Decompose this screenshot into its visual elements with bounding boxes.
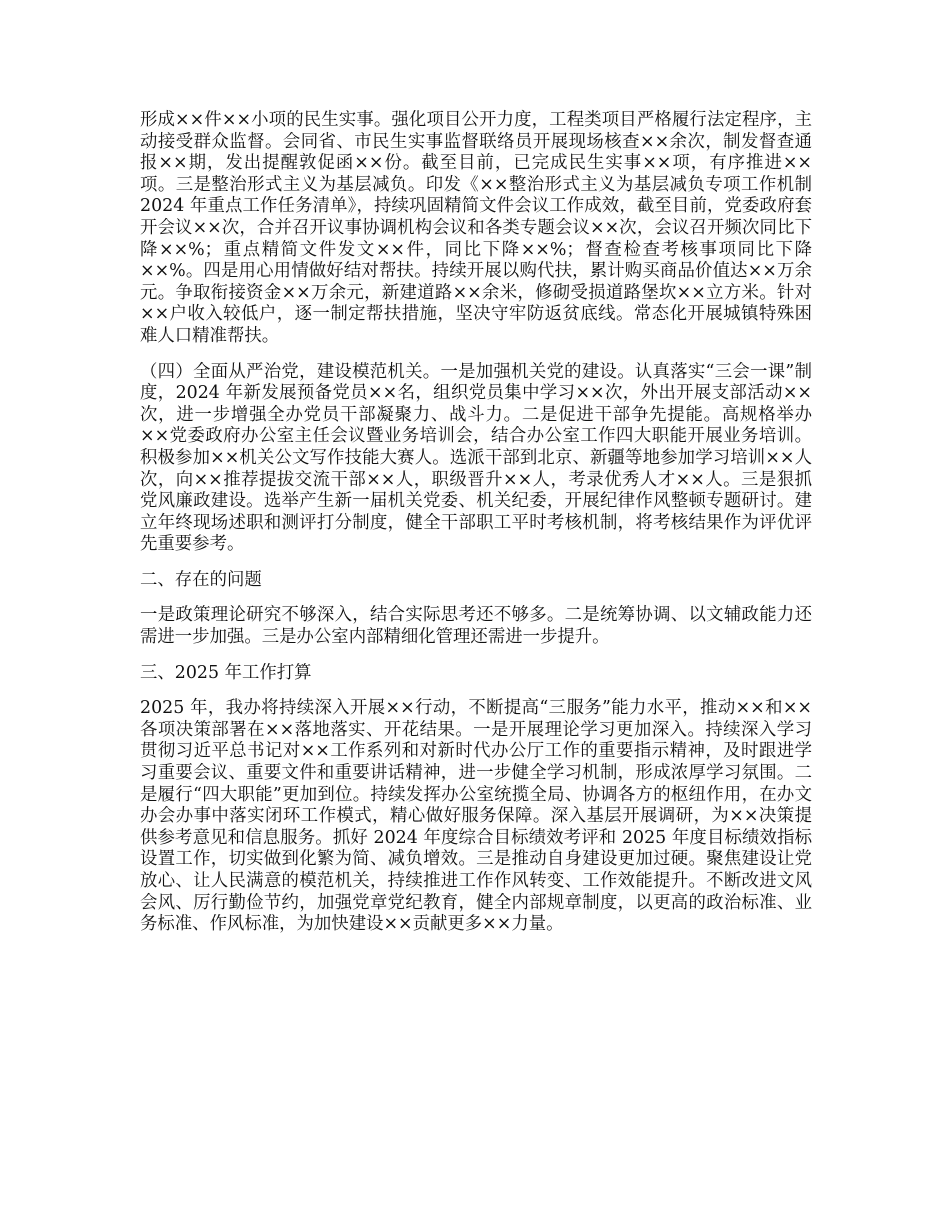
section-heading-problems: 二、存在的问题 xyxy=(140,569,262,590)
document-body xyxy=(140,110,812,950)
body-paragraph-2: （四）全面从严治党，建设模范机关。一是加强机关党的建设。认真落实“三会一课”制度，2024 年新发展预备党员××名，组织党员集中学习××次，外出开展支部活动××次，进一步增强全办党员干部凝聚力、战斗力。二是促进干部争先提能。高规格举办××党委政府办公室主任会议暨业务培训会，结合办公室工作四大职能开展业务培训。积极参加××机关公文写作技能大赛人。选派干部到北京、新疆等地参加学习培训××人次，向××推荐提拔交流干部××人，职级晋升××人，考录优秀人才××人。三是狠抓党风廉政建设。选举产生新一届机关党委、机关纪委，开展纪律作风整顿专题研讨。建立年终现场述职和测评打分制度，健全干部职工平时考核机制，将考核结果作为评优评先重要参考。 xyxy=(140,361,812,555)
section-heading-plans: 三、2025 年工作打算 xyxy=(140,662,312,683)
body-paragraph-1: 形成××件××小项的民生实事。强化项目公开力度，工程类项目严格履行法定程序，主动接受群众监督。会同省、市民生实事监督联络员开展现场核查××余次，制发督查通报××期，发出提醒敦促函××份。截至目前，已完成民生实事××项，有序推进××项。三是整治形式主义为基层减负。印发《××整治形式主义为基层减负专项工作机制 2024 年重点工作任务清单》，持续巩固精简文件会议工作成效，截至目前，党委政府套开会议××次，合并召开议事协调机构会议和各类专题会议××次，会议召开频次同比下降××%；重点精简文件发文××件，同比下降××%；督查检查考核事项同比下降××%。四是用心用情做好结对帮扶。持续开展以购代扶，累计购买商品价值达××万余元。争取衔接资金××万余元，新建道路××余米，修砌受损道路堡坎××立方米。针对××户收入较低户，逐一制定帮扶措施，坚决守牢防返贫底线。常态化开展城镇特殊困难人口精准帮扶。 xyxy=(140,110,812,346)
body-paragraph-3: 一是政策理论研究不够深入，结合实际思考还不够多。二是统筹协调、以文辅政能力还需进一步加强。三是办公室内部精细化管理还需进一步提升。 xyxy=(140,605,812,648)
body-paragraph-4: 2025 年，我办将持续深入开展××行动，不断提高“三服务”能力水平，推动××和××各项决策部署在××落地落实、开花结果。一是开展理论学习更加深入。持续深入学习贯彻习近平总书记对××工作系列和对新时代办公厅工作的重要指示精神，及时跟进学习重要会议、重要文件和重要讲话精神，进一步健全学习机制，形成浓厚学习氛围。二是履行“四大职能”更加到位。持续发挥办公室统揽全局、协调各方的枢纽作用，在办文办会办事中落实闭环工作模式，精心做好服务保障。深入基层开展调研，为××决策提供参考意见和信息服务。抓好 2024 年度综合目标绩效考评和 2025 年度目标绩效指标设置工作，切实做到化繁为简、减负增效。三是推动自身建设更加过硬。聚焦建设让党放心、让人民满意的模范机关，持续推进工作作风转变、工作效能提升。不断改进文风会风、厉行勤俭节约，加强党章党纪教育，健全内部规章制度，以更高的政治标准、业务标准、作风标准，为加快建设××贡献更多××力量。 xyxy=(140,698,812,935)
